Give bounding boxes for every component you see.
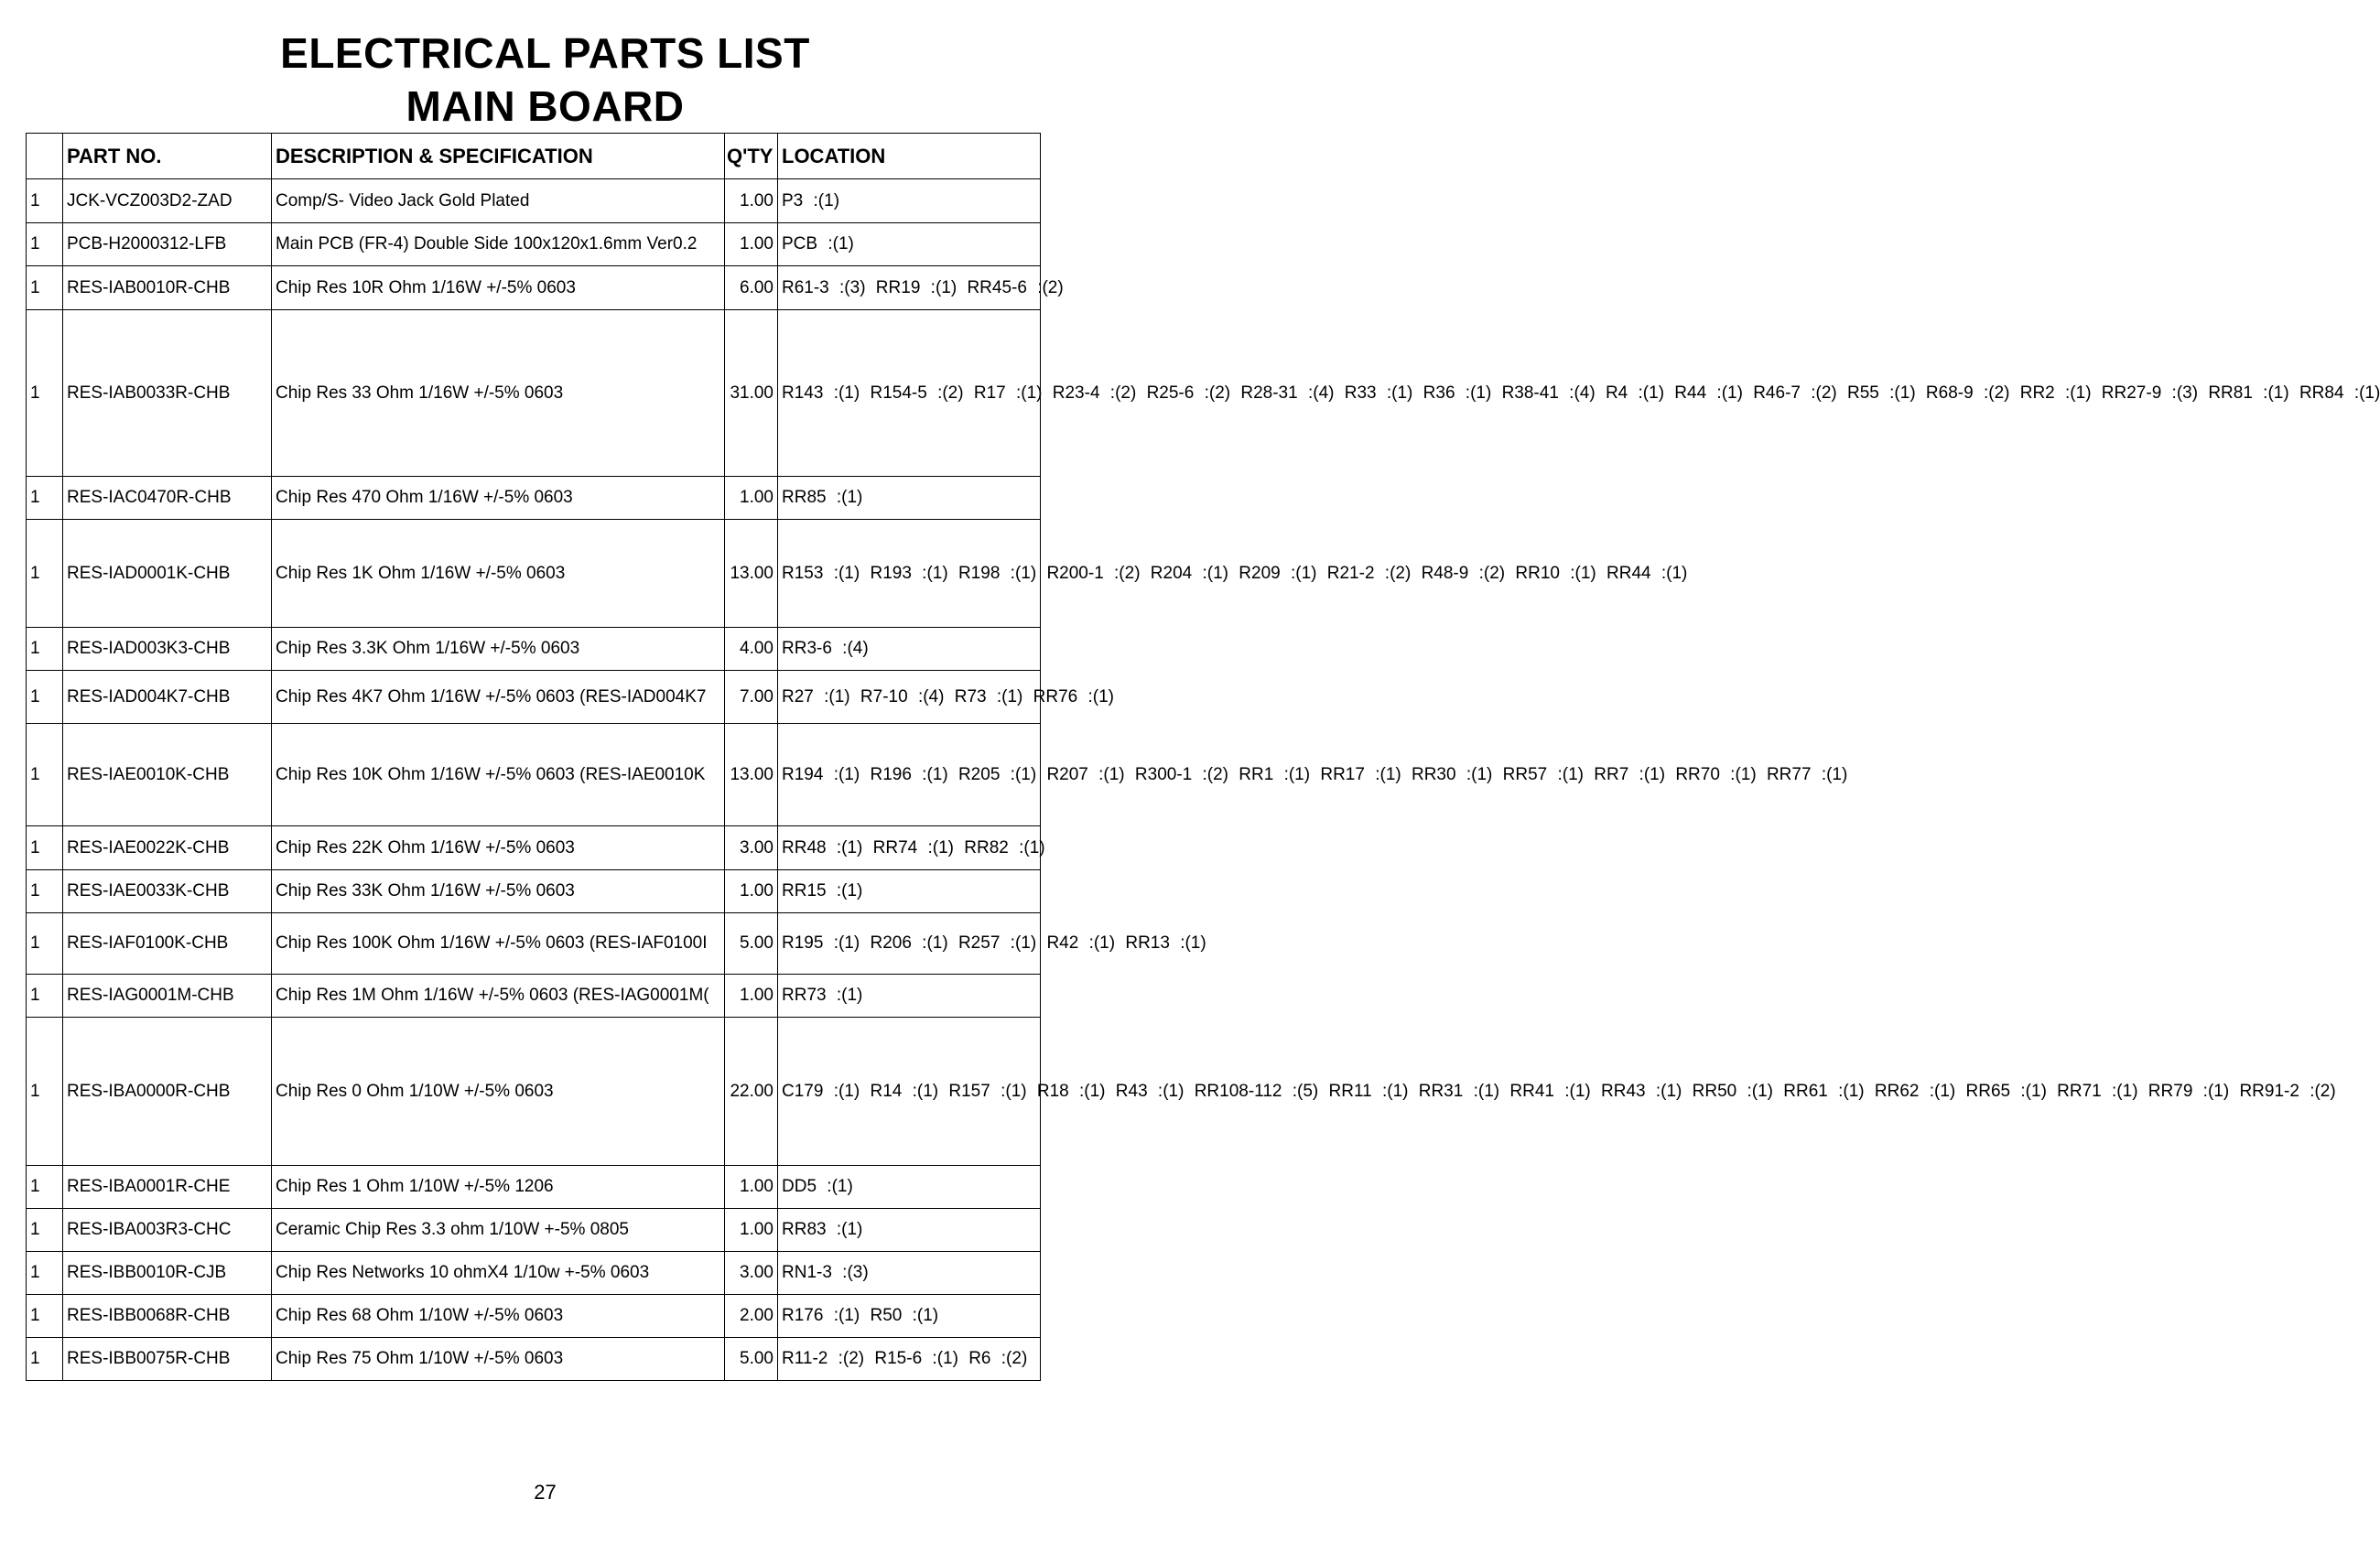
row-part-no: RES-IBB0010R-CJB xyxy=(63,1252,272,1295)
row-index: 1 xyxy=(27,724,63,826)
row-description: Chip Res 1M Ohm 1/16W +/-5% 0603 (RES-IAG0001M( xyxy=(272,975,725,1018)
row-description: Chip Res 10K Ohm 1/16W +/-5% 0603 (RES-IAE0010K xyxy=(272,724,725,826)
row-location: R176 :(1) R50 :(1) xyxy=(778,1295,1041,1338)
row-location: P3 :(1) xyxy=(778,179,1041,223)
table-row xyxy=(27,628,1041,671)
row-index: 1 xyxy=(27,1209,63,1252)
row-index: 1 xyxy=(27,266,63,310)
parts-table-body xyxy=(27,179,2380,1381)
row-description: Chip Res 100K Ohm 1/16W +/-5% 0603 (RES-IAF0100I xyxy=(272,913,725,975)
row-description: Chip Res 22K Ohm 1/16W +/-5% 0603 xyxy=(272,826,725,870)
table-row xyxy=(27,477,1041,520)
row-index: 1 xyxy=(27,628,63,671)
table-row xyxy=(27,671,1041,724)
row-part-no: RES-IAB0010R-CHB xyxy=(63,266,272,310)
row-location: DD5 :(1) xyxy=(778,1166,1041,1209)
table-row xyxy=(27,520,1041,628)
row-index: 1 xyxy=(27,826,63,870)
table-row xyxy=(27,1252,1041,1295)
row-location: RR48 :(1) RR74 :(1) RR82 :(1) xyxy=(778,826,1041,870)
row-qty: 5.00 xyxy=(725,1338,778,1381)
page-number: 27 xyxy=(534,1481,557,1504)
row-description: Chip Res 10R Ohm 1/16W +/-5% 0603 xyxy=(272,266,725,310)
row-description: Chip Res 33 Ohm 1/16W +/-5% 0603 xyxy=(272,310,725,477)
table-row xyxy=(27,1295,1041,1338)
row-index: 1 xyxy=(27,520,63,628)
table-row xyxy=(27,870,1041,913)
table-row xyxy=(27,1209,1041,1252)
row-index: 1 xyxy=(27,1018,63,1166)
row-location: PCB :(1) xyxy=(778,223,1041,266)
row-part-no: RES-IAE0010K-CHB xyxy=(63,724,272,826)
row-part-no: PCB-H2000312-LFB xyxy=(63,223,272,266)
table-row xyxy=(27,266,1041,310)
table-row xyxy=(27,310,1041,477)
row-qty: 2.00 xyxy=(725,1295,778,1338)
row-part-no: RES-IAD004K7-CHB xyxy=(63,671,272,724)
row-location: R194 :(1) R196 :(1) R205 :(1) R207 :(1) R300-1 :(2) RR1 :(1) RR17 :(1) RR30 :(1) RR57 :(1) RR7 :(1) RR70 :(1) RR77 :(1) xyxy=(778,724,1041,826)
table-row xyxy=(27,1018,1041,1166)
table-row xyxy=(27,223,1041,266)
row-description: Chip Res 0 Ohm 1/10W +/-5% 0603 xyxy=(272,1018,725,1166)
table-row xyxy=(27,724,1041,826)
table-row xyxy=(27,913,1041,975)
row-location: RN1-3 :(3) xyxy=(778,1252,1041,1295)
row-qty: 1.00 xyxy=(725,975,778,1018)
header-description: DESCRIPTION & SPECIFICATION xyxy=(272,134,725,179)
row-part-no: RES-IAD0001K-CHB xyxy=(63,520,272,628)
row-index: 1 xyxy=(27,1166,63,1209)
row-index: 1 xyxy=(27,223,63,266)
row-part-no: RES-IAG0001M-CHB xyxy=(63,975,272,1018)
row-part-no: RES-IAB0033R-CHB xyxy=(63,310,272,477)
row-part-no: RES-IAE0022K-CHB xyxy=(63,826,272,870)
row-location: RR15 :(1) xyxy=(778,870,1041,913)
row-qty: 22.00 xyxy=(725,1018,778,1166)
row-qty: 1.00 xyxy=(725,477,778,520)
row-index: 1 xyxy=(27,310,63,477)
row-location: C179 :(1) R14 :(1) R157 :(1) R18 :(1) R43 :(1) RR108-112 :(5) RR11 :(1) RR31 :(1) RR41 :(1) RR43 :(1) RR50 :(1) RR61 :(1) RR62 :(1) RR65 :(1) RR71 :(1) RR79 :(1) RR91-2 :(2) xyxy=(778,1018,1041,1166)
row-description: Chip Res 4K7 Ohm 1/16W +/-5% 0603 (RES-IAD004K7 xyxy=(272,671,725,724)
page-title: ELECTRICAL PARTS LIST xyxy=(280,29,810,77)
row-part-no: RES-IBA003R3-CHC xyxy=(63,1209,272,1252)
header-part-no: PART NO. xyxy=(63,134,272,179)
row-location: R61-3 :(3) RR19 :(1) RR45-6 :(2) xyxy=(778,266,1041,310)
row-location: RR83 :(1) xyxy=(778,1209,1041,1252)
row-index: 1 xyxy=(27,1295,63,1338)
row-part-no: RES-IAE0033K-CHB xyxy=(63,870,272,913)
row-qty: 31.00 xyxy=(725,310,778,477)
table-row xyxy=(27,1338,1041,1381)
row-part-no: RES-IBB0075R-CHB xyxy=(63,1338,272,1381)
row-description: Chip Res 75 Ohm 1/10W +/-5% 0603 xyxy=(272,1338,725,1381)
row-qty: 4.00 xyxy=(725,628,778,671)
row-description: Comp/S- Video Jack Gold Plated xyxy=(272,179,725,223)
row-qty: 13.00 xyxy=(725,520,778,628)
row-location: RR3-6 :(4) xyxy=(778,628,1041,671)
row-location: R27 :(1) R7-10 :(4) R73 :(1) RR76 :(1) xyxy=(778,671,1041,724)
row-description: Chip Res 1 Ohm 1/10W +/-5% 1206 xyxy=(272,1166,725,1209)
row-location: RR85 :(1) xyxy=(778,477,1041,520)
row-part-no: RES-IBA0000R-CHB xyxy=(63,1018,272,1166)
row-qty: 1.00 xyxy=(725,1209,778,1252)
row-qty: 1.00 xyxy=(725,870,778,913)
row-location: R195 :(1) R206 :(1) R257 :(1) R42 :(1) RR13 :(1) xyxy=(778,913,1041,975)
row-location: R143 :(1) R154-5 :(2) R17 :(1) R23-4 :(2) R25-6 :(2) R28-31 :(4) R33 :(1) R36 :(1) R38-41 :(4) R4 :(1) R44 :(1) R46-7 :(2) R55 :(1) R68-9 :(2) RR2 :(1) RR27-9 :(3) RR81 :(1) RR84 :(1) xyxy=(778,310,1041,477)
row-qty: 6.00 xyxy=(725,266,778,310)
header-qty: Q'TY xyxy=(725,134,778,179)
row-qty: 1.00 xyxy=(725,179,778,223)
row-index: 1 xyxy=(27,870,63,913)
row-location: RR73 :(1) xyxy=(778,975,1041,1018)
row-index: 1 xyxy=(27,1338,63,1381)
row-qty: 1.00 xyxy=(725,223,778,266)
row-description: Main PCB (FR-4) Double Side 100x120x1.6mm Ver0.2 xyxy=(272,223,725,266)
row-qty: 13.00 xyxy=(725,724,778,826)
row-part-no: RES-IBB0068R-CHB xyxy=(63,1295,272,1338)
table-row xyxy=(27,179,1041,223)
row-index: 1 xyxy=(27,477,63,520)
row-index: 1 xyxy=(27,975,63,1018)
row-location: R11-2 :(2) R15-6 :(1) R6 :(2) xyxy=(778,1338,1041,1381)
table-row xyxy=(27,1166,1041,1209)
row-description: Ceramic Chip Res 3.3 ohm 1/10W +-5% 0805 xyxy=(272,1209,725,1252)
row-description: Chip Res 3.3K Ohm 1/16W +/-5% 0603 xyxy=(272,628,725,671)
table-header-row xyxy=(27,134,1041,179)
row-qty: 3.00 xyxy=(725,1252,778,1295)
header-location: LOCATION xyxy=(778,134,1041,179)
page-subtitle: MAIN BOARD xyxy=(406,82,685,130)
row-description: Chip Res 1K Ohm 1/16W +/-5% 0603 xyxy=(272,520,725,628)
row-index: 1 xyxy=(27,671,63,724)
row-index: 1 xyxy=(27,179,63,223)
table-row xyxy=(27,975,1041,1018)
row-description: Chip Res Networks 10 ohmX4 1/10w +-5% 0603 xyxy=(272,1252,725,1295)
row-qty: 7.00 xyxy=(725,671,778,724)
row-index: 1 xyxy=(27,1252,63,1295)
row-description: Chip Res 68 Ohm 1/10W +/-5% 0603 xyxy=(272,1295,725,1338)
row-qty: 3.00 xyxy=(725,826,778,870)
row-index: 1 xyxy=(27,913,63,975)
row-qty: 1.00 xyxy=(725,1166,778,1209)
row-description: Chip Res 470 Ohm 1/16W +/-5% 0603 xyxy=(272,477,725,520)
row-description: Chip Res 33K Ohm 1/16W +/-5% 0603 xyxy=(272,870,725,913)
row-part-no: RES-IBA0001R-CHE xyxy=(63,1166,272,1209)
row-part-no: JCK-VCZ003D2-ZAD xyxy=(63,179,272,223)
row-qty: 5.00 xyxy=(725,913,778,975)
row-part-no: RES-IAD003K3-CHB xyxy=(63,628,272,671)
parts-table xyxy=(26,133,2380,1381)
row-part-no: RES-IAF0100K-CHB xyxy=(63,913,272,975)
row-location: R153 :(1) R193 :(1) R198 :(1) R200-1 :(2) R204 :(1) R209 :(1) R21-2 :(2) R48-9 :(2) RR10 :(1) RR44 :(1) xyxy=(778,520,1041,628)
row-part-no: RES-IAC0470R-CHB xyxy=(63,477,272,520)
table-row xyxy=(27,826,1041,870)
header-index xyxy=(27,134,63,179)
